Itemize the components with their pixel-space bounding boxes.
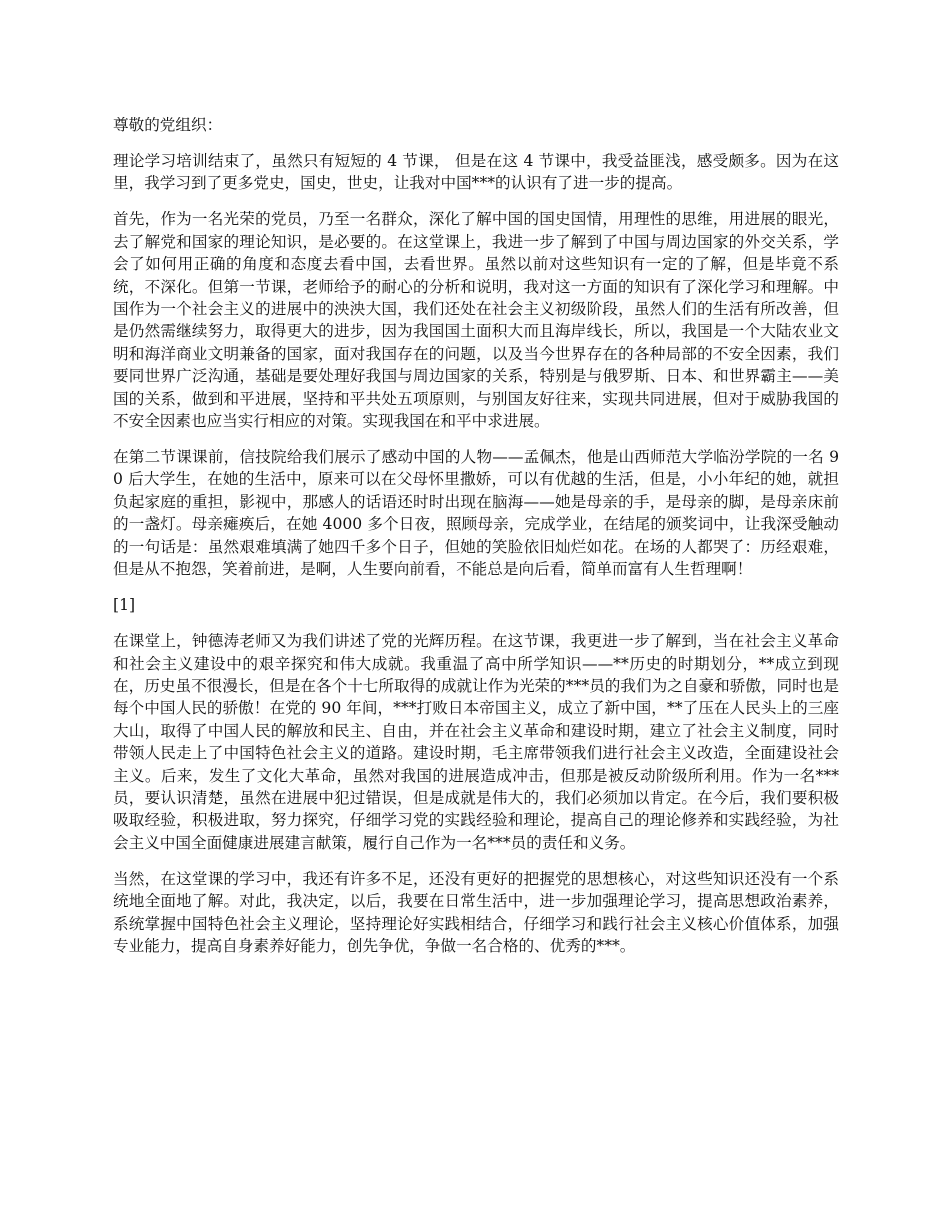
paragraph-lesson-one: 首先，作为一名光荣的党员，乃至一名群众，深化了解中国的国史国情，用理性的思维，用进展的眼光，去了解党和国家的理论知识，是必要的。在这堂课上，我进一步了解到了中国与周边国家的外交关系，学会了如何用正确的角度和态度去看中国，去看世界。虽然以前对这些知识有一定的了解，但是毕竟不系统，不深化。但第一节课，老师给予的耐心的分析和说明，我对这一方面的知识有了深化学习和理解。中国作为一个社会主义的进展中的泱泱大国，我们还处在社会主义初级阶段，虽然人们的生活有所改善，但是仍然需继续努力，取得更大的进步，因为我国国土面积大而且海岸线长，所以，我国是一个大陆农业文明和海洋商业文明兼备的国家，面对我国存在的问题，以及当今世界存在的各种局部的不安全因素，我们要同世界广泛沟通，基础是要处理好我国与周边国家的关系，特别是与俄罗斯、日本、和世界霸主——美国的关系，做到和平进展，坚持和平共处五项原则，与别国友好往来，实现共同进展，但对于威胁我国的不安全因素也应当实行相应的对策。实现我国在和平中求进展。 xyxy=(113,210,839,431)
document-page xyxy=(113,114,839,971)
paragraph-intro: 理论学习培训结束了，虽然只有短短的 4 节课， 但是在这 4 节课中，我受益匪浅，感受颇多。因为在这里，我学习到了更多党史，国史，世史，让我对中国***的认识有了进一步的提高。 xyxy=(113,152,839,193)
salutation: 尊敬的党组织： xyxy=(113,116,223,134)
paragraph-conclusion: 当然，在这堂课的学习中，我还有许多不足，还没有更好的把握党的思想核心，对这些知识还没有一个系统地全面地了解。对此，我决定，以后，我要在日常生活中，进一步加强理论学习，提高思想政治素养，系统掌握中国特色社会主义理论，坚持理论好实践相结合，仔细学习和践行社会主义核心价值体系，加强专业能力，提高自身素养好能力，创先争优，争做一名合格的、优秀的***。 xyxy=(113,869,839,955)
paragraph-party-history: 在课堂上，钟德涛老师又为我们讲述了党的光辉历程。在这节课，我更进一步了解到，当在社会主义革命和社会主义建设中的艰辛探究和伟大成就。我重温了高中所学知识——**历史的时期划分，**成立到现在，历史虽不很漫长，但是在各个十七所取得的成就让作为光荣的***员的我们为之自豪和骄傲，同时也是每个中国人民的骄傲！在党的 90 年间，***打败日本帝国主义，成立了新中国，**了压在人民头上的三座大山，取得了中国人民的解放和民主、自由，并在社会主义革命和建设时期，建立了社会主义制度，同时带领人民走上了中国特色社会主义的道路。建设时期，毛主席带领我们进行社会主义改造，全面建设社会主义。后来，发生了文化大革命，虽然对我国的进展造成冲击，但那是被反动阶级所利用。作为一名***员，要认识清楚，虽然在进展中犯过错误，但是成就是伟大的，我们必须加以肯定。在今后，我们要积极吸取经验，积极进取，努力探究，仔细学习党的实践经验和理论，提高自己的理论修养和实践经验，为社会主义中国全面健康进展建言献策，履行自己作为一名***员的责任和义务。 xyxy=(113,632,839,852)
paragraph-lesson-two: 在第二节课课前，信技院给我们展示了感动中国的人物——孟佩杰，他是山西师范大学临汾学院的一名 90 后大学生，在她的生活中，原来可以在父母怀里撒娇，可以有优越的生活，但是，小小年纪的她，就担负起家庭的重担，影视中，那感人的话语还时时出现在脑海——她是母亲的手，是母亲的脚，是母亲床前的一盏灯。母亲瘫痪后，在她 4000 多个日夜，照顾母亲，完成学业，在结尾的颁奖词中，让我深受触动的一句话是：虽然艰难填满了她四千多个日子，但她的笑脸依旧灿烂如花。在场的人都哭了：历经艰难，但是从不抱怨，笑着前进，是啊，人生要向前看，不能总是向后看，简单而富有人生哲理啊！ xyxy=(113,448,839,579)
footnote-marker: [1] xyxy=(113,596,136,615)
